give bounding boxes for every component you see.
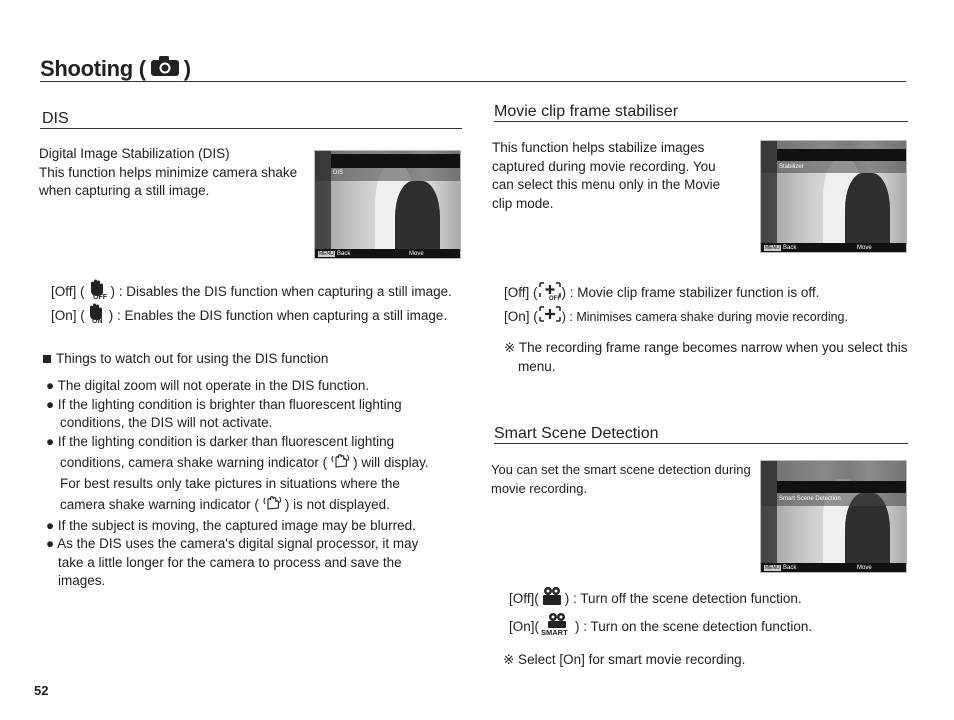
- smart-intro-line: You can set the smart scene detection during: [491, 462, 751, 477]
- dis-heading: DIS: [42, 110, 69, 127]
- movie-note-line: menu.: [518, 358, 556, 374]
- movie-intro: [492, 139, 720, 213]
- list-item: take a little longer for the camera to process and save the: [58, 554, 402, 570]
- shake-warning-icon: [330, 451, 350, 475]
- back-label: Back: [783, 565, 797, 571]
- dis-intro: [39, 145, 297, 201]
- square-bullet-icon: [43, 355, 51, 363]
- svg-text:OFF: OFF: [548, 296, 561, 301]
- menu-key: MENU: [765, 565, 780, 571]
- list-item: ● If the lighting condition is brighter than fluorescent lighting: [46, 396, 402, 412]
- dis-watch-heading: [43, 350, 328, 369]
- dis-on-prefix: [On] (: [51, 307, 85, 323]
- movie-on-line: [504, 303, 848, 331]
- dis-screen-preview: [314, 150, 461, 259]
- smart-screen-label: Smart Scene Detection: [779, 496, 841, 502]
- movie-on-prefix: [On] (: [504, 308, 538, 324]
- back-label: Back: [337, 251, 351, 257]
- smart-off-line: [509, 585, 802, 613]
- list-item: [46, 451, 429, 475]
- smart-note: ※ Select [On] for smart movie recording.: [503, 652, 746, 667]
- menu-key: MENU: [765, 245, 780, 251]
- dis-intro-line: when capturing a still image.: [39, 183, 210, 198]
- smart-intro-line: movie recording.: [491, 481, 588, 496]
- list-item: ● If the lighting condition is darker than fluorescent lighting: [46, 433, 395, 449]
- title-rule: [40, 81, 906, 82]
- bullet-text: conditions, camera shake warning indicator (: [60, 454, 328, 470]
- title-suffix: ): [183, 56, 191, 81]
- movie-intro-line: can select this menu only in the Movie: [492, 177, 721, 192]
- smart-on-line: [509, 612, 812, 642]
- movie-rule: [494, 121, 908, 122]
- smart-on-icon: [539, 612, 575, 642]
- dis-screen-label: DIS: [333, 170, 344, 176]
- list-item: images.: [58, 573, 106, 588]
- hand-on-icon: [85, 302, 109, 330]
- smart-on-text: ) : Turn on the scene detection function.: [575, 618, 813, 634]
- list-item: ● If the subject is moving, the captured image may be blurred.: [46, 517, 416, 533]
- movie-off-prefix: [Off] (: [504, 284, 538, 300]
- camera-icon: [150, 55, 180, 83]
- list-item: ● The digital zoom will not operate in the DIS function.: [46, 378, 370, 393]
- page-number: 52: [34, 683, 49, 698]
- svg-text:ON: ON: [91, 318, 103, 324]
- page-title: [40, 55, 191, 83]
- list-item: ● As the DIS uses the camera's digital signal processor, it may: [46, 536, 419, 551]
- dis-rule: [40, 128, 462, 129]
- back-label: Back: [783, 245, 797, 251]
- dis-off-text: ) : Disables the DIS function when capturing a still image.: [110, 283, 452, 299]
- svg-text:OFF: OFF: [92, 294, 107, 300]
- list-item: [46, 493, 429, 517]
- dis-on-line: [51, 302, 447, 330]
- smart-off-icon: [539, 585, 565, 613]
- bullet-text: ) will display.: [353, 454, 429, 470]
- list-item: For best results only take pictures in situations where the: [60, 475, 400, 491]
- movie-off-text: ) : Movie clip frame stabilizer function is off.: [561, 284, 820, 300]
- dis-intro-line: This function helps minimize camera shake: [39, 164, 298, 180]
- shake-warning-icon: [262, 493, 282, 517]
- smart-on-prefix: [On](: [509, 618, 540, 634]
- svg-text:SMART: SMART: [541, 628, 568, 636]
- dis-intro-line: Digital Image Stabilization (DIS): [39, 146, 230, 161]
- smart-off-text: ) : Turn off the scene detection function.: [564, 590, 802, 606]
- move-label: Move: [857, 245, 872, 251]
- movie-intro-line: clip mode.: [492, 195, 554, 211]
- smart-off-prefix: [Off](: [509, 590, 539, 606]
- smart-heading: Smart Scene Detection: [494, 425, 659, 442]
- movie-intro-line: captured during movie recording. You: [492, 158, 716, 174]
- stabilizer-on-icon: [538, 303, 562, 331]
- title-prefix: Shooting (: [40, 56, 146, 81]
- dis-bullets: [46, 377, 429, 591]
- move-label: Move: [857, 565, 872, 571]
- dis-watch-text: Things to watch out for using the DIS function: [56, 351, 329, 366]
- list-item: conditions, the DIS will not activate.: [60, 415, 273, 430]
- movie-intro-line: This function helps stabilize images: [492, 140, 705, 155]
- dis-off-prefix: [Off] (: [51, 283, 85, 299]
- movie-screen-label: Stabilizer: [779, 164, 804, 170]
- menu-key: MENU: [319, 251, 334, 257]
- movie-note: [504, 339, 908, 376]
- movie-note-line: ※ The recording frame range becomes narrow when you select this: [504, 340, 908, 355]
- dis-on-text: ) : Enables the DIS function when capturing a still image.: [108, 307, 448, 323]
- movie-heading: Movie clip frame stabiliser: [494, 103, 679, 120]
- move-label: Move: [409, 251, 424, 257]
- smart-screen-preview: [760, 460, 907, 573]
- bullet-text: camera shake warning indicator (: [60, 496, 259, 512]
- movie-on-text: ) : Minimises camera shake during movie recording.: [561, 309, 848, 324]
- movie-screen-preview: [760, 140, 907, 253]
- bullet-text: ) is not displayed.: [284, 496, 390, 512]
- smart-rule: [494, 443, 908, 444]
- smart-intro: [491, 460, 751, 498]
